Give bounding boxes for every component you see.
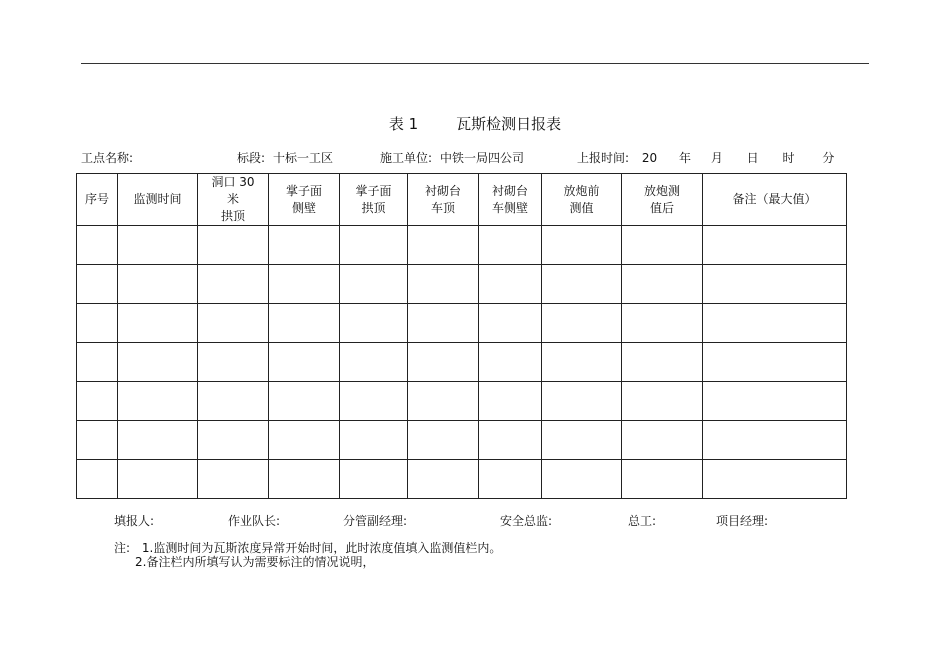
- section-label: 标段:: [237, 151, 266, 165]
- table-cell[interactable]: [479, 343, 542, 382]
- table-cell[interactable]: [622, 226, 703, 265]
- unit-field: [380, 149, 524, 166]
- header-monitor-time: 监测时间: [118, 174, 198, 226]
- table-cell[interactable]: [479, 460, 542, 499]
- table-row: [77, 382, 847, 421]
- table-cell[interactable]: [118, 460, 198, 499]
- table-cell[interactable]: [77, 421, 118, 460]
- table-row: [77, 226, 847, 265]
- report-time-field: [577, 149, 834, 166]
- table-cell[interactable]: [408, 226, 479, 265]
- document-title: [0, 113, 950, 134]
- table-cell[interactable]: [118, 382, 198, 421]
- top-rule: [81, 63, 869, 64]
- sign-project-manager: 项目经理:: [716, 514, 769, 528]
- table-cell[interactable]: [269, 343, 340, 382]
- table-cell[interactable]: [118, 226, 198, 265]
- table-cell[interactable]: [198, 304, 269, 343]
- table-cell[interactable]: [198, 421, 269, 460]
- table-number: 表 1: [388, 115, 419, 133]
- table-row: [77, 460, 847, 499]
- note-line-1: [114, 541, 501, 555]
- table-cell[interactable]: [77, 382, 118, 421]
- table-cell[interactable]: [542, 304, 622, 343]
- table-cell[interactable]: [408, 460, 479, 499]
- table-cell[interactable]: [118, 421, 198, 460]
- table-cell[interactable]: [269, 421, 340, 460]
- note-prefix: 注:: [114, 541, 131, 555]
- date-year: 年: [678, 151, 691, 165]
- date-hour: 时: [782, 151, 795, 165]
- gas-monitoring-table: [76, 173, 847, 499]
- header-portal-30m-crown: 洞口 30 米 拱顶: [198, 174, 269, 226]
- header-row: [77, 174, 847, 226]
- table-cell[interactable]: [77, 265, 118, 304]
- header-pre-blast: 放炮前 测值: [542, 174, 622, 226]
- table-cell[interactable]: [340, 265, 408, 304]
- table-cell[interactable]: [703, 226, 847, 265]
- header-lining-trolley-top: 衬砌台 车顶: [408, 174, 479, 226]
- table-cell[interactable]: [622, 421, 703, 460]
- date-year-prefix: 20: [641, 151, 658, 165]
- table-cell[interactable]: [408, 304, 479, 343]
- table-cell[interactable]: [622, 265, 703, 304]
- header-face-sidewall: 掌子面 侧壁: [269, 174, 340, 226]
- table-cell[interactable]: [269, 304, 340, 343]
- table-body: [77, 226, 847, 499]
- table-cell[interactable]: [340, 460, 408, 499]
- site-name-label: 工点名称:: [81, 151, 134, 165]
- table-cell[interactable]: [703, 304, 847, 343]
- table-cell[interactable]: [542, 421, 622, 460]
- table-cell[interactable]: [479, 421, 542, 460]
- date-day: 日: [746, 151, 759, 165]
- header-remarks: 备注（最大值）: [703, 174, 847, 226]
- table-cell[interactable]: [269, 226, 340, 265]
- table-cell[interactable]: [269, 382, 340, 421]
- table-cell[interactable]: [703, 460, 847, 499]
- table-cell[interactable]: [118, 304, 198, 343]
- table-cell[interactable]: [703, 265, 847, 304]
- section-value: 十标一工区: [273, 151, 334, 165]
- note-1-text: 1.监测时间为瓦斯浓度异常开始时间，此时浓度值填入监测值栏内。: [141, 541, 502, 555]
- table-cell[interactable]: [542, 343, 622, 382]
- table-cell[interactable]: [340, 343, 408, 382]
- table-cell[interactable]: [479, 226, 542, 265]
- table-cell[interactable]: [118, 343, 198, 382]
- sign-deputy-manager: 分管副经理:: [343, 514, 408, 528]
- table-row: [77, 265, 847, 304]
- table-cell[interactable]: [198, 343, 269, 382]
- table-cell[interactable]: [542, 460, 622, 499]
- table-cell[interactable]: [77, 226, 118, 265]
- table-cell[interactable]: [479, 265, 542, 304]
- sign-chief-engineer: 总工:: [628, 514, 657, 528]
- table-cell[interactable]: [340, 382, 408, 421]
- date-month: 月: [710, 151, 723, 165]
- section-field: [237, 149, 333, 166]
- table-cell[interactable]: [703, 343, 847, 382]
- table-cell[interactable]: [198, 460, 269, 499]
- table-cell[interactable]: [77, 343, 118, 382]
- table-cell[interactable]: [77, 460, 118, 499]
- header-lining-trolley-side: 衬砌台 车侧壁: [479, 174, 542, 226]
- table-cell[interactable]: [408, 421, 479, 460]
- table-cell[interactable]: [198, 265, 269, 304]
- unit-value: 中铁一局四公司: [440, 151, 525, 165]
- table-cell[interactable]: [408, 265, 479, 304]
- sign-team-leader: 作业队长:: [228, 514, 281, 528]
- table-cell[interactable]: [408, 382, 479, 421]
- table-cell[interactable]: [77, 304, 118, 343]
- table-cell[interactable]: [408, 343, 479, 382]
- table-row: [77, 421, 847, 460]
- table-cell[interactable]: [703, 382, 847, 421]
- table-cell[interactable]: [622, 382, 703, 421]
- table-row: [77, 304, 847, 343]
- table-cell[interactable]: [198, 382, 269, 421]
- table-cell[interactable]: [542, 265, 622, 304]
- unit-label: 施工单位:: [380, 151, 433, 165]
- date-minute: 分: [822, 151, 835, 165]
- notes: [114, 541, 501, 569]
- table-cell[interactable]: [479, 304, 542, 343]
- table-cell[interactable]: [340, 304, 408, 343]
- table-cell[interactable]: [479, 382, 542, 421]
- table-cell[interactable]: [340, 226, 408, 265]
- table-cell[interactable]: [118, 265, 198, 304]
- table-cell[interactable]: [198, 226, 269, 265]
- note-line-2: 2.备注栏内所填写认为需要标注的情况说明，: [135, 555, 375, 569]
- table-cell[interactable]: [269, 460, 340, 499]
- header-post-blast: 放炮测 值后: [622, 174, 703, 226]
- table-cell[interactable]: [340, 421, 408, 460]
- title-text: 瓦斯检测日报表: [456, 115, 562, 133]
- table-cell[interactable]: [542, 226, 622, 265]
- table-cell[interactable]: [622, 304, 703, 343]
- header-index: 序号: [77, 174, 118, 226]
- table-cell[interactable]: [542, 382, 622, 421]
- sign-reporter: 填报人:: [114, 514, 155, 528]
- table-row: [77, 343, 847, 382]
- table-cell[interactable]: [622, 343, 703, 382]
- table-cell[interactable]: [269, 265, 340, 304]
- sign-safety-director: 安全总监:: [500, 514, 553, 528]
- table-cell[interactable]: [622, 460, 703, 499]
- table-cell[interactable]: [703, 421, 847, 460]
- header-face-crown: 掌子面 拱顶: [340, 174, 408, 226]
- report-time-label: 上报时间:: [577, 151, 630, 165]
